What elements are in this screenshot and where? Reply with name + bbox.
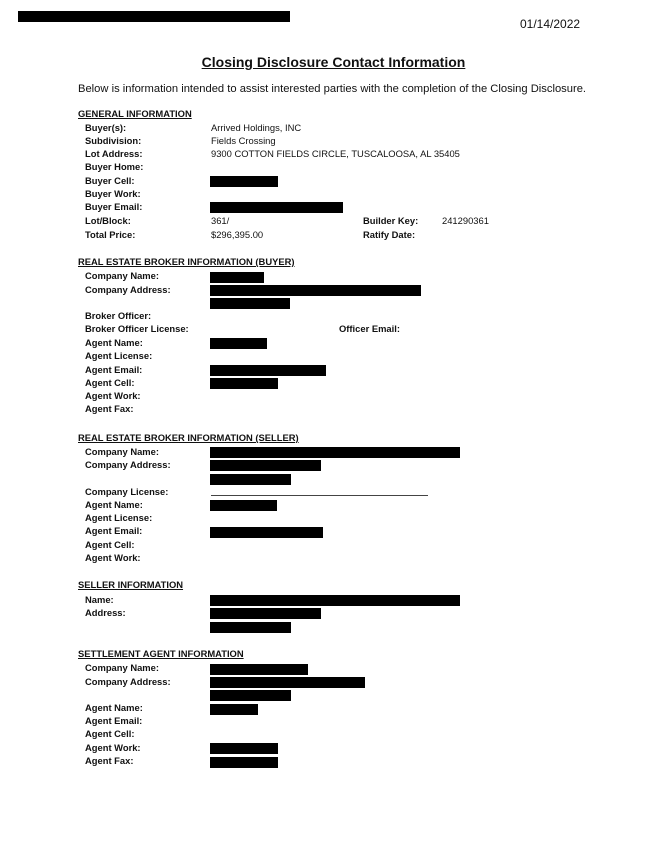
seller-address-label: Address: <box>85 607 126 618</box>
settlement-agent-work-label: Agent Work: <box>85 742 141 753</box>
settlement-company-address-label: Company Address: <box>85 676 171 687</box>
buyer-broker-agent-name-label: Agent Name: <box>85 337 143 348</box>
buyer-home-label: Buyer Home: <box>85 161 144 172</box>
buyer-broker-company-address-label: Company Address: <box>85 284 171 295</box>
buyer-email-label: Buyer Email: <box>85 201 143 212</box>
settlement-agent-heading: SETTLEMENT AGENT INFORMATION <box>78 648 244 659</box>
broker-officer-license-label: Broker Officer License: <box>85 323 189 334</box>
redacted-seller-broker-address-line-2 <box>210 474 291 485</box>
redacted-seller-name <box>210 595 460 606</box>
redacted-buyer-broker-address-line-2 <box>210 298 290 309</box>
redacted-seller-broker-agent-email <box>210 527 323 538</box>
redacted-settlement-address-line-2 <box>210 690 291 701</box>
seller-broker-agent-email-label: Agent Email: <box>85 525 143 536</box>
seller-broker-agent-work-label: Agent Work: <box>85 552 141 563</box>
redacted-seller-broker-agent-name <box>210 500 277 511</box>
general-information-heading: GENERAL INFORMATION <box>78 108 192 119</box>
redacted-settlement-agent-fax <box>210 757 278 768</box>
redacted-settlement-company-name <box>210 664 308 675</box>
company-license-label: Company License: <box>85 486 169 497</box>
buyer-broker-agent-fax-label: Agent Fax: <box>85 403 134 414</box>
subdivision-label: Subdivision: <box>85 135 142 146</box>
buyer-broker-company-name-label: Company Name: <box>85 270 159 281</box>
redacted-buyer-broker-company-name <box>210 272 264 283</box>
settlement-agent-fax-label: Agent Fax: <box>85 755 134 766</box>
buyer-broker-agent-license-label: Agent License: <box>85 350 153 361</box>
buyers-label: Buyer(s): <box>85 122 127 133</box>
seller-broker-agent-cell-label: Agent Cell: <box>85 539 135 550</box>
redacted-buyer-cell <box>210 176 278 187</box>
buyer-broker-agent-work-label: Agent Work: <box>85 390 141 401</box>
redacted-buyer-broker-agent-cell <box>210 378 278 389</box>
settlement-agent-email-label: Agent Email: <box>85 715 143 726</box>
buyers-value: Arrived Holdings, INC <box>211 122 302 133</box>
broker-officer-label: Broker Officer: <box>85 310 152 321</box>
buyer-work-label: Buyer Work: <box>85 188 141 199</box>
settlement-agent-name-label: Agent Name: <box>85 702 143 713</box>
buyer-broker-agent-cell-label: Agent Cell: <box>85 377 135 388</box>
total-price-label: Total Price: <box>85 229 136 240</box>
company-license-line <box>211 495 428 496</box>
lot-block-value: 361/ <box>211 215 230 226</box>
seller-broker-company-address-label: Company Address: <box>85 459 171 470</box>
buyer-broker-agent-email-label: Agent Email: <box>85 364 143 375</box>
document-date: 01/14/2022 <box>520 17 581 31</box>
settlement-agent-cell-label: Agent Cell: <box>85 728 135 739</box>
redacted-seller-address-line-1 <box>210 608 321 619</box>
builder-key-value: 241290361 <box>442 215 489 226</box>
redacted-buyer-email <box>210 202 343 213</box>
redacted-buyer-broker-address-line-1 <box>210 285 421 296</box>
redacted-buyer-broker-agent-name <box>210 338 267 349</box>
redacted-buyer-broker-agent-email <box>210 365 326 376</box>
redacted-settlement-agent-work <box>210 743 278 754</box>
seller-information-heading: SELLER INFORMATION <box>78 579 184 590</box>
builder-key-label: Builder Key: <box>363 215 419 226</box>
lot-block-label: Lot/Block: <box>85 215 131 226</box>
lot-address-label: Lot Address: <box>85 148 143 159</box>
seller-broker-agent-name-label: Agent Name: <box>85 499 143 510</box>
seller-broker-heading: REAL ESTATE BROKER INFORMATION (SELLER) <box>78 432 299 443</box>
redacted-seller-address-line-2 <box>210 622 291 633</box>
total-price-value: $296,395.00 <box>211 229 264 240</box>
ratify-date-label: Ratify Date: <box>363 229 416 240</box>
redacted-settlement-address-line-1 <box>210 677 365 688</box>
redacted-header-block <box>18 11 290 22</box>
redacted-seller-broker-company-name <box>210 447 460 458</box>
lot-address-value: 9300 COTTON FIELDS CIRCLE, TUSCALOOSA, AL 35405 <box>211 148 460 159</box>
seller-name-label: Name: <box>85 594 114 605</box>
intro-text: Below is information intended to assist interested parties with the completion of the Closing Disclosure. <box>78 83 587 95</box>
redacted-settlement-agent-name <box>210 704 258 715</box>
buyer-cell-label: Buyer Cell: <box>85 175 135 186</box>
buyer-broker-heading: REAL ESTATE BROKER INFORMATION (BUYER) <box>78 256 295 267</box>
settlement-company-name-label: Company Name: <box>85 662 159 673</box>
subdivision-value: Fields Crossing <box>211 135 276 146</box>
page-title: Closing Disclosure Contact Information <box>201 54 466 70</box>
officer-email-label: Officer Email: <box>339 323 400 334</box>
redacted-seller-broker-address-line-1 <box>210 460 321 471</box>
seller-broker-agent-license-label: Agent License: <box>85 512 153 523</box>
seller-broker-company-name-label: Company Name: <box>85 446 159 457</box>
